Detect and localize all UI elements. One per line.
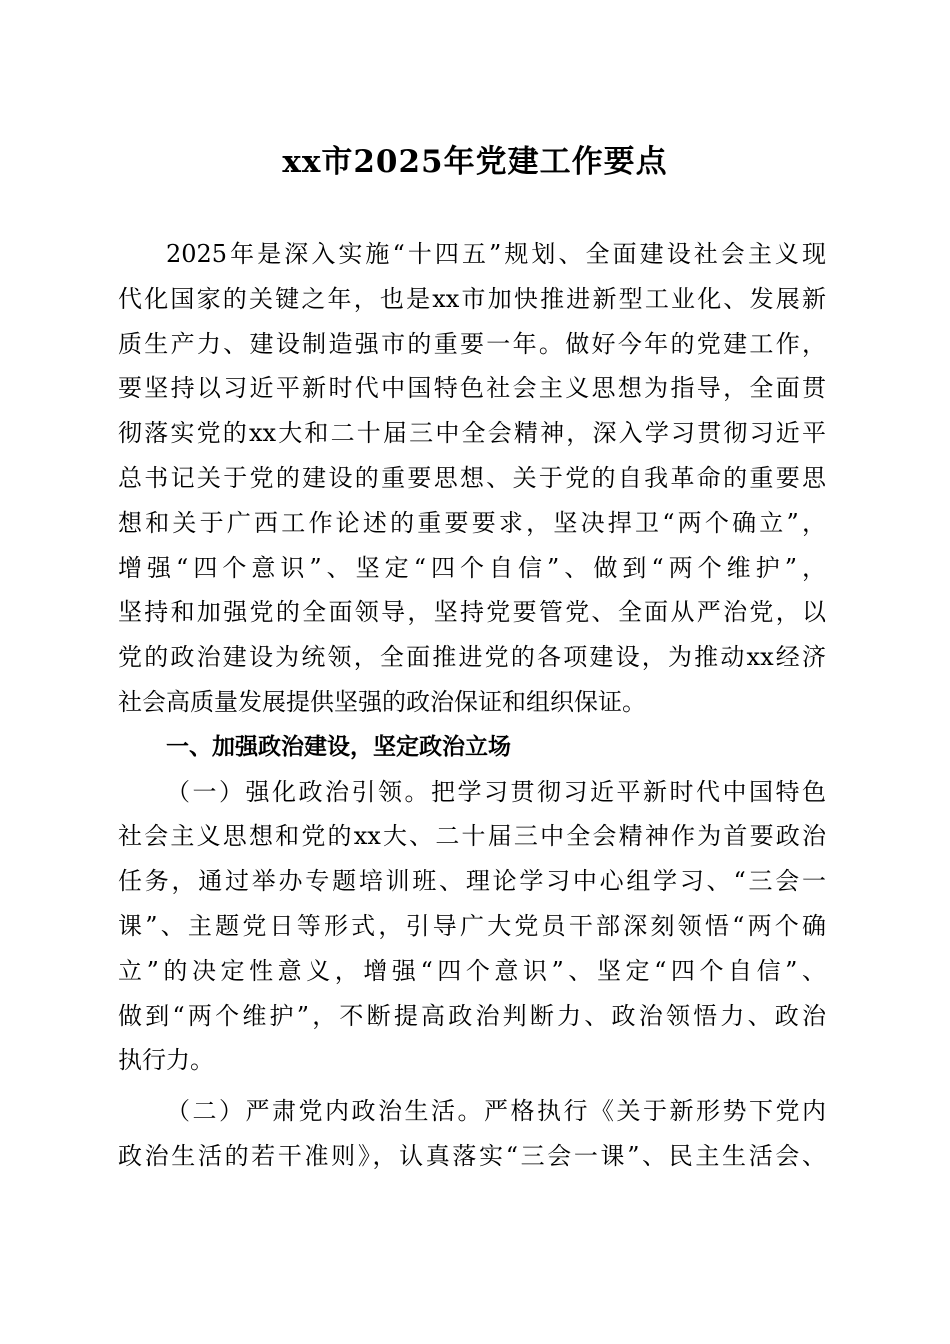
document-body: [118, 232, 826, 1179]
item-one-paragraph: [118, 770, 826, 1084]
text-line: 执行力。: [118, 1046, 214, 1075]
text-line: 质生产力、建设制造强市的重要一年。做好今年的党建工作，: [118, 329, 826, 358]
document-title: xx市2025年党建工作要点: [282, 144, 668, 180]
text-line: 彻落实党的xx大和二十届三中全会精神，深入学习贯彻习近平: [118, 419, 826, 448]
text-line: 政治生活的若干准则》，认真落实“三会一课”、民主生活会、: [118, 1141, 826, 1170]
text-line: 任务，通过举办专题培训班、理论学习中心组学习、“三会一: [118, 867, 826, 896]
text-line: 立”的决定性意义，增强“四个意识”、坚定“四个自信”、: [118, 956, 826, 985]
text-line: 要坚持以习近平新时代中国特色社会主义思想为指导，全面贯: [118, 374, 826, 403]
text-line: 代化国家的关键之年，也是xx市加快推进新型工业化、发展新: [118, 284, 826, 313]
text-line: 课”、主题党日等形式，引导广大党员干部深刻领悟“两个确: [118, 911, 826, 940]
text-line: （二）严肃党内政治生活。严格执行《关于新形势下党内: [166, 1097, 826, 1126]
section-heading: 一、加强政治建设，坚定政治立场: [166, 733, 511, 760]
text-line: 想和关于广西工作论述的重要要求，坚决捍卫“两个确立”，: [118, 508, 826, 537]
text-line: （一）强化政治引领。把学习贯彻习近平新时代中国特色: [166, 777, 826, 806]
text-line: 党的政治建设为统领，全面推进党的各项建设，为推动xx经济: [118, 643, 826, 672]
text-line: 增强“四个意识”、坚定“四个自信”、做到“两个维护”，: [118, 553, 826, 582]
text-line: 做到“两个维护”，不断提高政治判断力、政治领悟力、政治: [118, 1001, 826, 1030]
text-line: 社会高质量发展提供坚强的政治保证和组织保证。: [118, 687, 646, 716]
text-line: 坚持和加强党的全面领导，坚持党要管党、全面从严治党，以: [118, 598, 826, 627]
text-line: 2025年是深入实施“十四五”规划、全面建设社会主义现: [166, 240, 826, 268]
text-line: 社会主义思想和党的xx大、二十届三中全会精神作为首要政治: [118, 822, 826, 851]
item-two-paragraph: [118, 1089, 826, 1179]
text-line: 总书记关于党的建设的重要思想、关于党的自我革命的重要思: [118, 463, 826, 492]
intro-paragraph: [118, 232, 826, 725]
